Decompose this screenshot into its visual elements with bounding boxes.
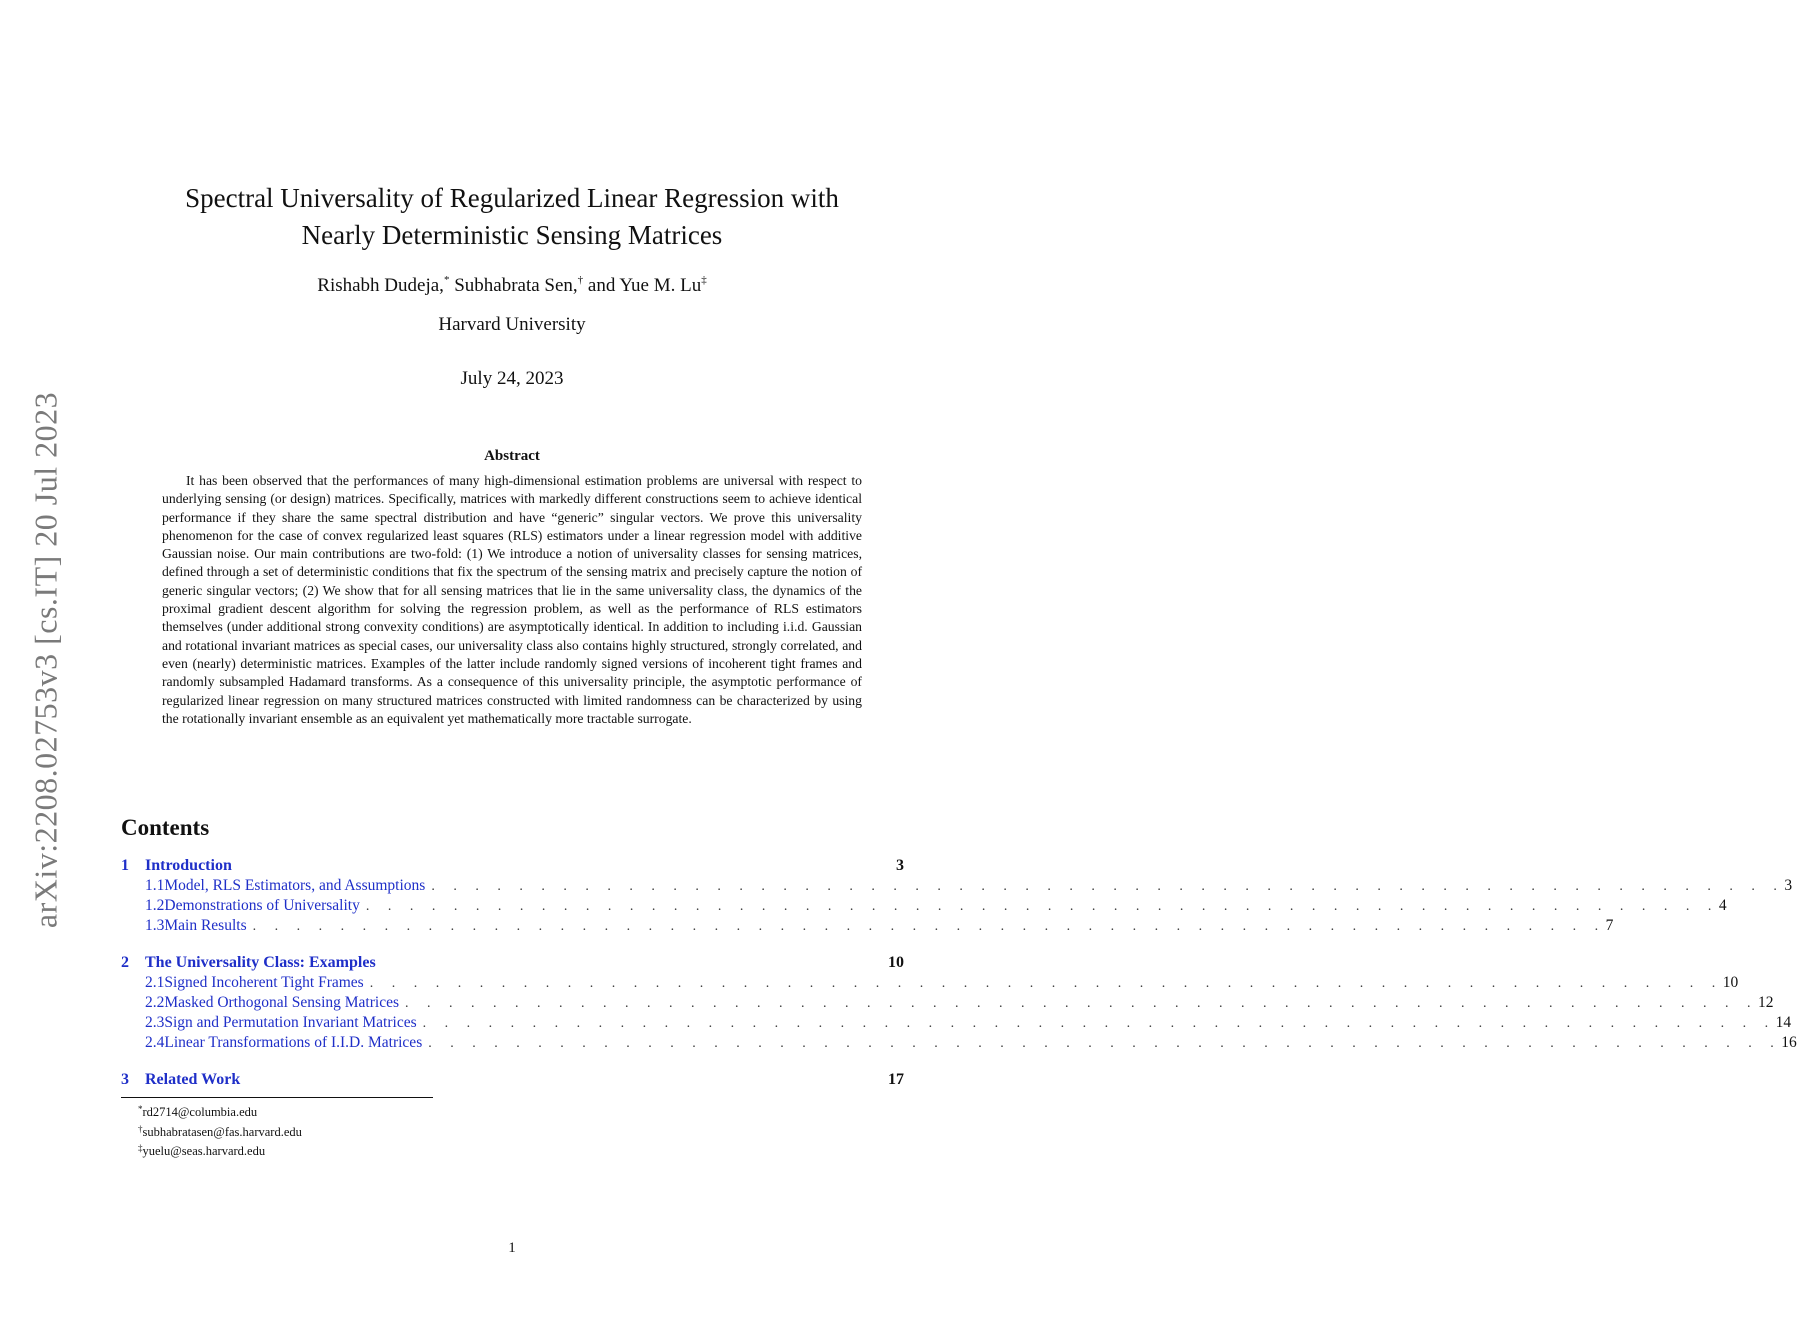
footnote-2 bbox=[138, 1121, 302, 1141]
author-3: and Yue M. Lu bbox=[583, 275, 702, 296]
arxiv-stamp: arXiv:2208.02753v3 [cs.IT] 20 Jul 2023 bbox=[27, 391, 64, 929]
toc-section[interactable] bbox=[121, 1071, 904, 1091]
affiliation: Harvard University bbox=[438, 314, 586, 335]
toc-subsection-title[interactable]: Sign and Permutation Invariant Matrices bbox=[164, 1014, 417, 1031]
toc-subsection[interactable] bbox=[121, 1034, 1797, 1054]
footnote-email[interactable]: rd2714@columbia.edu bbox=[142, 1105, 258, 1119]
toc-section-page: 17 bbox=[888, 1071, 904, 1088]
paper-title bbox=[0, 180, 1024, 254]
footnote-email[interactable]: yuelu@seas.harvard.edu bbox=[142, 1144, 266, 1158]
toc-leader-dots: . . . . . . . . . . . . . . . . . . . . . . . . . . . . . . . . . . . . . . . . . . . . . . . . . . . . . . . . . . . . . . bbox=[365, 899, 1719, 914]
toc-subsection-title[interactable]: Main Results bbox=[164, 917, 247, 934]
toc-subsection[interactable] bbox=[121, 994, 1774, 1014]
toc-section[interactable] bbox=[121, 954, 904, 974]
toc-subsection-number[interactable]: 1.3 bbox=[145, 917, 165, 934]
toc-leader-dots: . . . . . . . . . . . . . . . . . . . . . . . . . . . . . . . . . . . . . . . . . . . . . . . . . . . . . . . . . . . . . . bbox=[252, 919, 1606, 934]
toc-subsection-title[interactable]: Demonstrations of Universality bbox=[164, 897, 360, 914]
toc-subsection[interactable] bbox=[121, 877, 1793, 897]
toc-subsection-page: 12 bbox=[1758, 994, 1774, 1011]
footnotes bbox=[138, 1101, 302, 1160]
toc-section-number[interactable]: 3 bbox=[121, 1071, 129, 1088]
toc-subsection-title[interactable]: Linear Transformations of I.I.D. Matrices bbox=[164, 1034, 423, 1051]
date: July 24, 2023 bbox=[460, 368, 564, 389]
toc-section-number[interactable]: 1 bbox=[121, 857, 129, 874]
toc-subsection-number[interactable]: 1.2 bbox=[145, 897, 165, 914]
toc-subsection-title[interactable]: Signed Incoherent Tight Frames bbox=[164, 974, 364, 991]
toc-subsection-number[interactable]: 1.1 bbox=[145, 877, 165, 894]
toc-subsection-number[interactable]: 2.2 bbox=[145, 994, 165, 1011]
title-line-2: Nearly Deterministic Sensing Matrices bbox=[301, 220, 723, 250]
toc-subsection-page: 4 bbox=[1718, 897, 1727, 914]
table-of-contents bbox=[121, 857, 1797, 1091]
footnote-mark: † bbox=[138, 1123, 143, 1134]
contents-heading: Contents bbox=[121, 815, 210, 840]
toc-subsection-number[interactable]: 2.3 bbox=[145, 1014, 165, 1031]
author-3-footnote-mark[interactable]: ‡ bbox=[701, 274, 707, 286]
toc-subsection-number[interactable]: 2.1 bbox=[145, 974, 165, 991]
footnote-mark: * bbox=[138, 1104, 143, 1114]
footnote-3 bbox=[138, 1140, 302, 1160]
toc-section-page: 10 bbox=[888, 954, 904, 971]
toc-subsection-page: 14 bbox=[1775, 1014, 1792, 1031]
author-2-footnote-mark[interactable]: † bbox=[577, 274, 584, 286]
author-list bbox=[0, 274, 1024, 297]
author-2: Subhabrata Sen, bbox=[449, 275, 578, 296]
toc-subsection[interactable] bbox=[121, 917, 1614, 937]
toc-subsection-title[interactable]: Masked Orthogonal Sensing Matrices bbox=[164, 994, 399, 1011]
toc-section-title[interactable]: Introduction bbox=[145, 857, 232, 874]
footnote-mark: ‡ bbox=[138, 1143, 143, 1153]
toc-subsection-page: 10 bbox=[1722, 974, 1739, 991]
toc-subsection-number[interactable]: 2.4 bbox=[145, 1034, 165, 1051]
toc-subsection-page: 16 bbox=[1781, 1034, 1797, 1051]
toc-subsection-title[interactable]: Model, RLS Estimators, and Assumptions bbox=[164, 877, 426, 894]
toc-section-title[interactable]: Related Work bbox=[145, 1071, 241, 1088]
toc-leader-dots: . . . . . . . . . . . . . . . . . . . . . . . . . . . . . . . . . . . . . . . . . . . . . . . . . . . . . . . . . . . . . . bbox=[405, 996, 1758, 1011]
toc-subsection-page: 7 bbox=[1605, 917, 1614, 934]
toc-subsection[interactable] bbox=[121, 1014, 1792, 1034]
toc-subsection-page: 3 bbox=[1784, 877, 1793, 894]
toc-leader-dots: . . . . . . . . . . . . . . . . . . . . . . . . . . . . . . . . . . . . . . . . . . . . . . . . . . . . . . . . . . . . . . bbox=[428, 1036, 1782, 1051]
toc-leader-dots: . . . . . . . . . . . . . . . . . . . . . . . . . . . . . . . . . . . . . . . . . . . . . . . . . . . . . . . . . . . . . . bbox=[422, 1016, 1776, 1031]
author-1: Rishabh Dudeja, bbox=[317, 275, 444, 296]
abstract-heading: Abstract bbox=[484, 448, 540, 464]
footnote-1 bbox=[138, 1101, 302, 1121]
abstract-text: It has been observed that the performances of many high-dimensional estimation problems are universal with respect to underlying sensing (or design) matrices. Specifically, matrices with markedly different constructions seem to achieve identical performance if they share the same spectral distribution and have “generic” singular vectors. We prove this universality phenomenon for the case of convex regularized least squares (RLS) estimators under a linear regression model with additive Gaussian noise. Our main contributions are two-fold: (1) We introduce a notion of universality classes for sensing matrices, defined through a set of deterministic conditions that fix the spectrum of the sensing matrix and precisely capture the notion of generic singular vectors; (2) We show that for all sensing matrices that lie in the same universality class, the dynamics of the proximal gradient descent algorithm for solving the regression problem, as well as the performance of RLS estimators themselves (under additional strong convexity conditions) are asymptotically identical. In addition to including i.i.d. Gaussian and rotational invariant matrices as special cases, our universality class also contains highly structured, strongly correlated, and even (nearly) deterministic matrices. Examples of the latter include randomly signed versions of incoherent tight frames and randomly subsampled Hadamard transforms. As a consequence of this universality principle, the asymptotic performance of regularized linear regression on many structured matrices constructed with limited randomness can be characterized by using the rotationally invariant ensemble as an equivalent yet mathematically more tractable surrogate. bbox=[162, 473, 862, 726]
toc-section-page: 3 bbox=[896, 857, 904, 874]
toc-leader-dots: . . . . . . . . . . . . . . . . . . . . . . . . . . . . . . . . . . . . . . . . . . . . . . . . . . . . . . . . . . . . . . bbox=[431, 879, 1785, 894]
toc-section[interactable] bbox=[121, 857, 904, 877]
toc-subsection[interactable] bbox=[121, 897, 1727, 917]
footnote-email[interactable]: subhabratasen@fas.harvard.edu bbox=[142, 1124, 302, 1139]
toc-subsection[interactable] bbox=[121, 974, 1739, 994]
footnote-divider bbox=[121, 1097, 433, 1098]
author-1-footnote-mark[interactable]: * bbox=[443, 274, 450, 286]
toc-section-number[interactable]: 2 bbox=[121, 954, 129, 971]
title-line-1: Spectral Universality of Regularized Linear Regression with bbox=[185, 183, 839, 213]
page-number: 1 bbox=[508, 1240, 516, 1256]
toc-section-title[interactable]: The Universality Class: Examples bbox=[145, 954, 376, 971]
toc-leader-dots: . . . . . . . . . . . . . . . . . . . . . . . . . . . . . . . . . . . . . . . . . . . . . . . . . . . . . . . . . . . . . . bbox=[369, 976, 1723, 991]
